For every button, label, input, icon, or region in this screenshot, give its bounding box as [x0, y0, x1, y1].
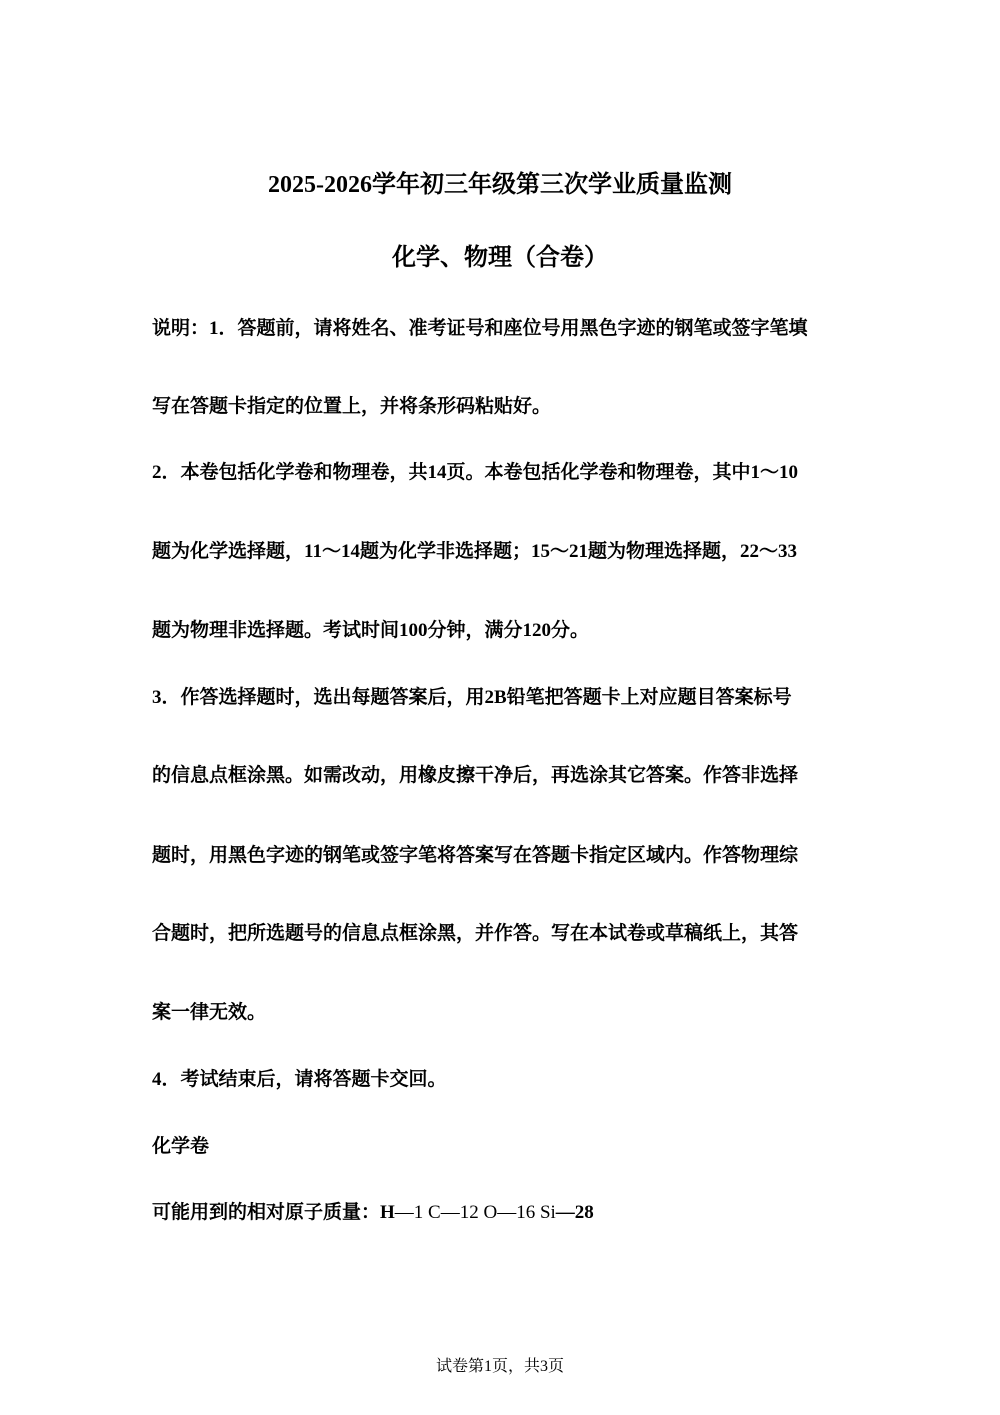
instruction-line: 3．作答选择题时，选出每题答案后，用2B铅笔把答题卡上对应题目答案标号: [152, 687, 792, 708]
instruction-line: 2．本卷包括化学卷和物理卷，共14页。本卷包括化学卷和物理卷，其中1～10: [152, 462, 799, 483]
instruction-line: 题时，用黑色字迹的钢笔或签字笔将答案写在答题卡指定区域内。作答物理综: [152, 845, 799, 866]
page-footer: 试卷第1页，共3页: [435, 1358, 564, 1375]
atomic-mass-line: [152, 1200, 852, 1226]
instruction-line: 题为化学选择题，11～14题为化学非选择题；15～21题为物理选择题，22～33: [152, 541, 797, 562]
instruction-line: 说明：1．答题前，请将姓名、准考证号和座位号用黑色字迹的钢笔或签字笔填: [152, 318, 808, 339]
exam-title: 2025-2026学年初三年级第三次学业质量监测: [268, 172, 732, 198]
atomic-mass-si: —28: [555, 1202, 594, 1223]
instruction-line: 4．考试结束后，请将答题卡交回。: [152, 1069, 447, 1090]
instruction-line: 题为物理非选择题。考试时间100分钟，满分120分。: [152, 620, 590, 641]
atomic-mass-h: H: [380, 1202, 395, 1223]
instruction-line: 案一律无效。: [152, 1002, 267, 1023]
exam-subtitle: 化学、物理（合卷）: [392, 245, 608, 271]
atomic-mass-label: 可能用到的相对原子质量：: [152, 1202, 381, 1223]
instruction-line: 合题时，把所选题号的信息点框涂黑，并作答。写在本试卷或草稿纸上，其答: [152, 923, 799, 944]
instruction-line: 的信息点框涂黑。如需改动，用橡皮擦干净后，再选涂其它答案。作答非选择: [152, 765, 799, 786]
instruction-line: 写在答题卡指定的位置上，并将条形码粘贴好。: [152, 396, 552, 417]
atomic-mass-values: —1 C—12 O—16 Si: [394, 1202, 556, 1223]
section-heading-chemistry: 化学卷: [152, 1136, 210, 1157]
